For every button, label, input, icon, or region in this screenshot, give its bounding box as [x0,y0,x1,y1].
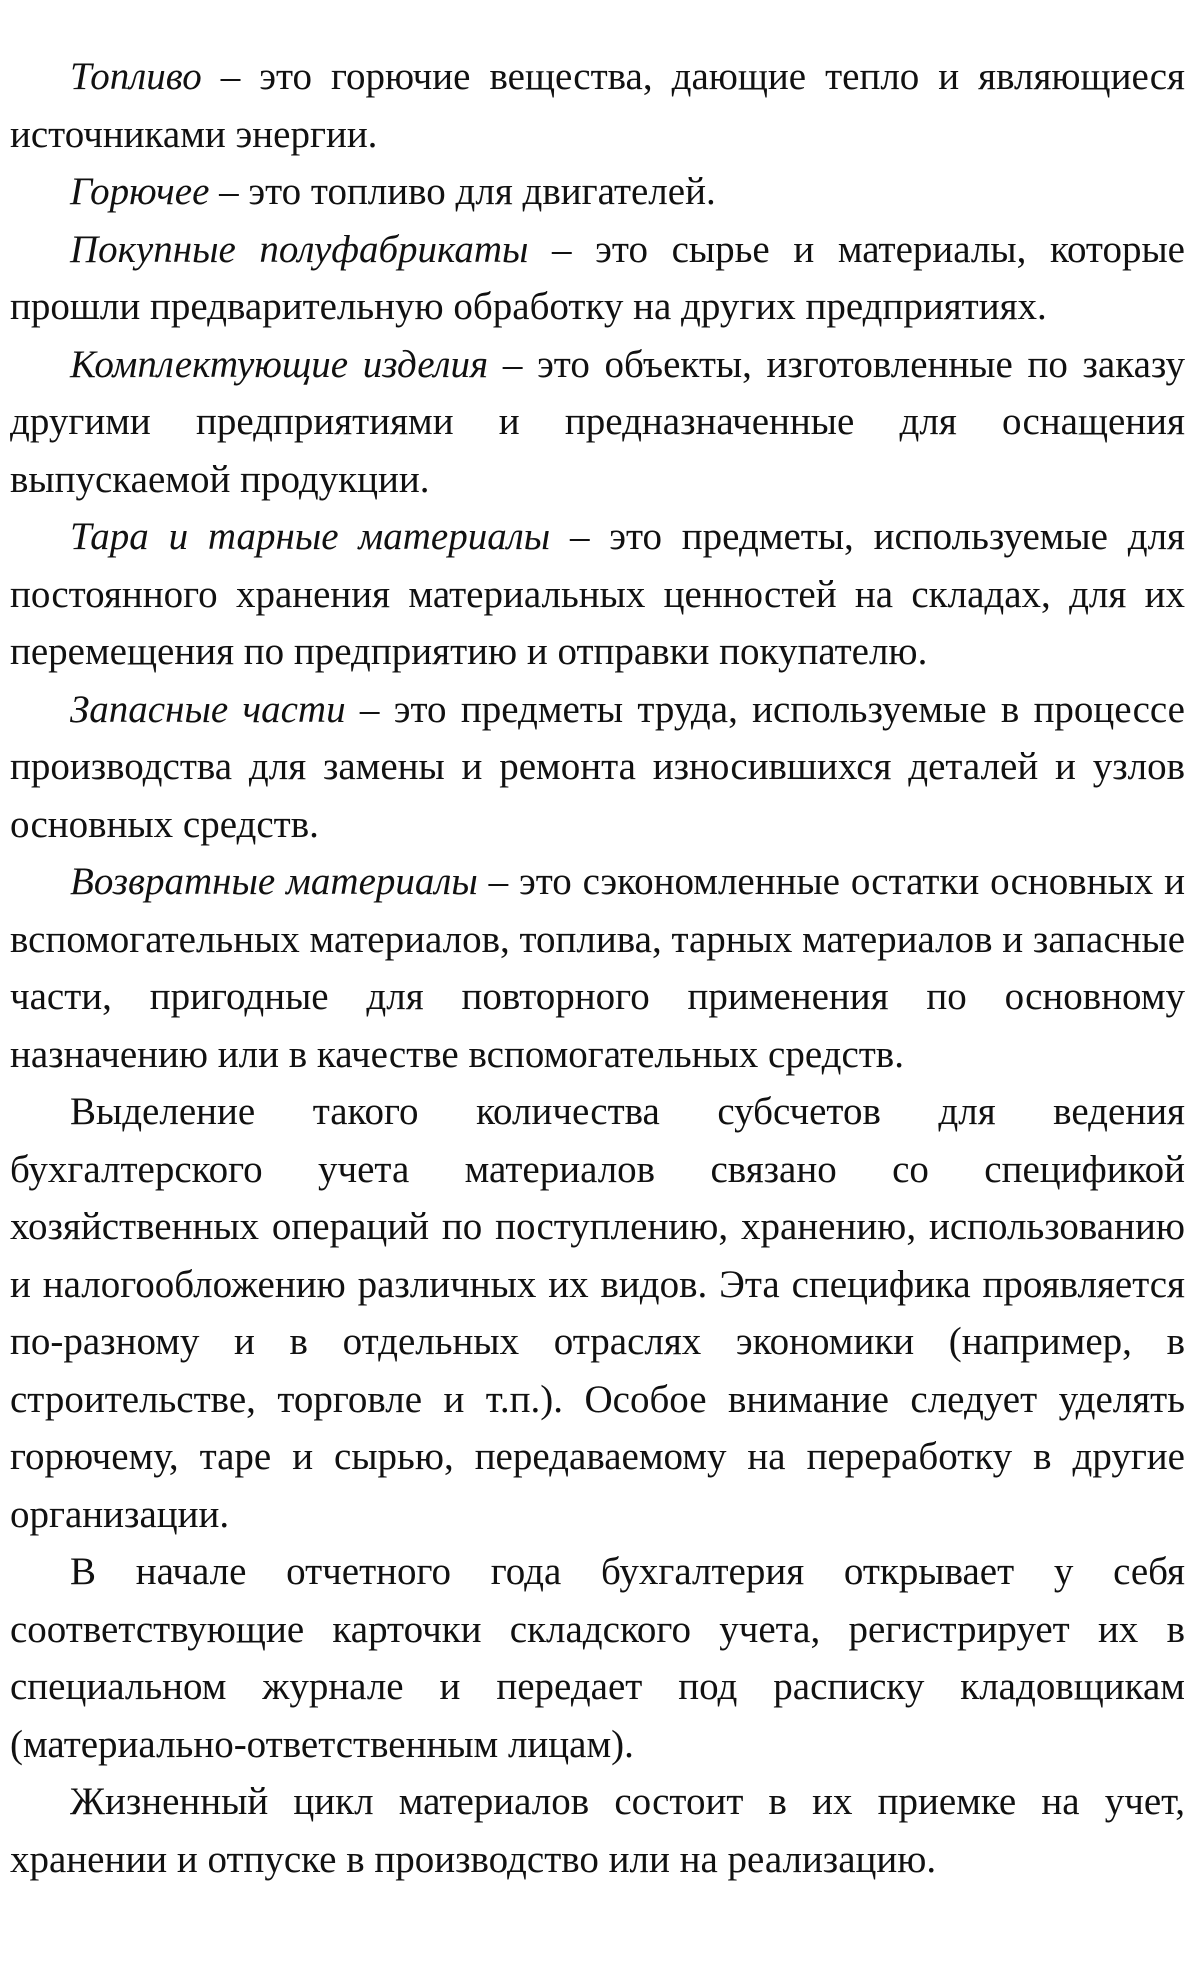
paragraph-motor-fuel [10,163,1185,221]
term-semi-finished: Покупные полуфабрикаты [70,227,529,271]
paragraph-subaccounts [10,1083,1185,1543]
paragraph-components [10,336,1185,509]
term-motor-fuel: Горючее [70,170,210,213]
term-fuel: Топливо [70,55,202,98]
term-components: Комплектующие изделия [70,342,489,386]
term-packaging: Тара и тарные материалы [70,515,551,558]
definition-fuel: – это горючие вещества, дающие тепло и являющиеся источниками энергии. [10,55,1185,156]
paragraph-returnable [10,853,1185,1083]
definition-motor-fuel: – это топливо для двигателей. [209,170,716,213]
paragraph-warehouse-cards-text: В начале отчетного года бухгалтерия открывает у себя соответствующие карточки складского учета, регистрирует их в специальном журнале и передает под расписку кладовщикам (материально-ответственным лицам). [10,1550,1185,1766]
definition-semi-finished: – это сырье и материалы, которые прошли предварительную обработку на других предприятиях. [10,227,1185,328]
paragraph-spare-parts [10,681,1185,854]
paragraph-subaccounts-text: Выделение такого количества субсчетов для ведения бухгалтерского учета материалов связано со спецификой хозяйственных операций по поступлению, хранению, использованию и налогообложению различных их видов. Эта специфика проявляется по-разному и в отдельных отраслях экономики (например, в строительстве, торговле и т.п.). Особое внимание следует уделять горючему, таре и сырью, передаваемому на переработку в другие организации. [10,1090,1185,1536]
paragraph-warehouse-cards [10,1543,1185,1773]
paragraph-packaging [10,508,1185,681]
paragraph-fuel [10,48,1185,163]
paragraph-life-cycle [10,1773,1185,1888]
term-returnable: Возвратные материалы [70,860,478,903]
definition-components: – это объекты, изготовленные по заказу другими предприятиями и предназначенные для оснащения выпускаемой продукции. [10,342,1185,501]
paragraph-semi-finished [10,221,1185,336]
definition-packaging: – это предметы, используемые для постоянного хранения материальных ценностей на складах, для их перемещения по предприятию и отправки покупателю. [10,515,1185,673]
document-page [10,48,1185,1888]
term-spare-parts: Запасные части [70,687,346,731]
definition-spare-parts: – это предметы труда, используемые в процессе производства для замены и ремонта износившихся деталей и узлов основных средств. [10,687,1185,846]
definition-returnable: – это сэкономленные остатки основных и вспомогательных материалов, топлива, тарных материалов и запасные части, пригодные для повторного применения по основному назначению или в качестве вспомогательных средств. [10,860,1186,1076]
paragraph-life-cycle-text: Жизненный цикл материалов состоит в их приемке на учет, хранении и отпуске в производство или на реализацию. [10,1780,1185,1881]
